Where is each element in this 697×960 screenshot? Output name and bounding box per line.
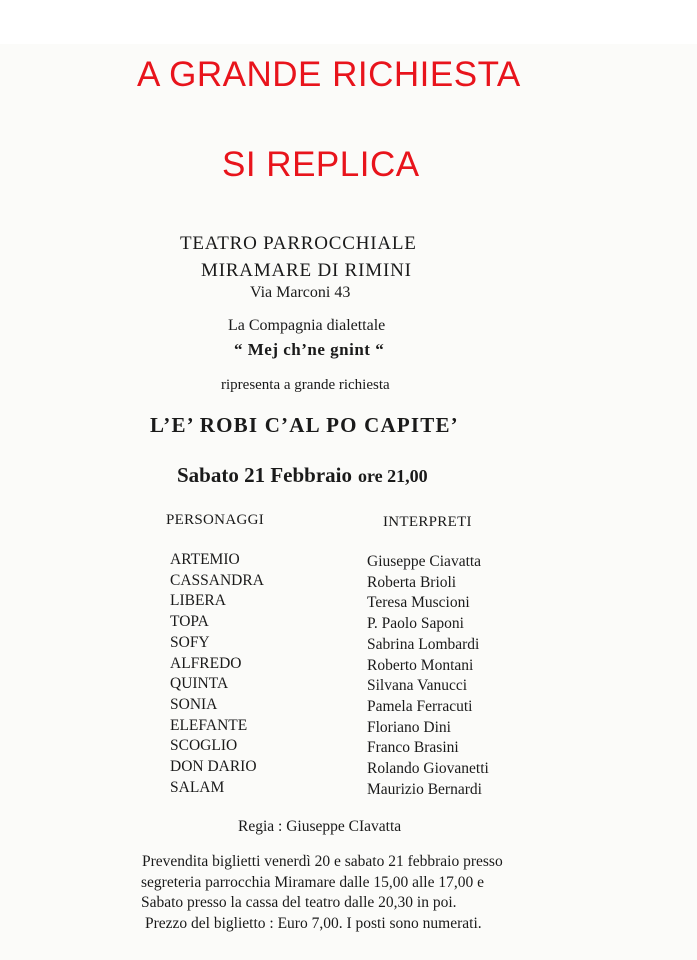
ticket-info-line: Prezzo del biglietto : Euro 7,00. I posti sono numerati.	[145, 914, 482, 932]
actor-name: Franco Brasini	[367, 739, 459, 757]
cast-row	[0, 675, 697, 695]
character-name: LIBERA	[170, 592, 226, 610]
ticket-info	[142, 852, 503, 934]
performance-date	[177, 463, 428, 488]
actors-header: INTERPRETI	[383, 514, 472, 530]
cast-row	[0, 551, 697, 571]
ticket-info-line: segreteria parrocchia Miramare dalle 15,00 alle 17,00 e	[141, 873, 484, 891]
venue-name: TEATRO PARROCCHIALE	[180, 233, 417, 254]
actor-name: Roberto Montani	[367, 656, 474, 674]
director-credit: Regia : Giuseppe CIavatta	[238, 818, 402, 835]
character-name: ALFREDO	[170, 654, 242, 672]
cast-row	[0, 592, 697, 612]
performance-day: Sabato 21 Febbraio	[177, 463, 353, 487]
ticket-info-line: Prevendita biglietti venerdì 20 e sabato 21 febbraio presso	[142, 853, 503, 870]
actor-name: Sabrina Lombardi	[367, 635, 480, 653]
actor-name: P. Paolo Saponi	[367, 615, 464, 633]
play-title: L’E’ ROBI C’AL PO CAPITE’	[150, 413, 459, 437]
top-margin	[0, 0, 697, 44]
cast-row	[0, 717, 697, 737]
company-presents: ripresenta a grande richiesta	[221, 377, 390, 393]
cast-row	[0, 634, 697, 654]
performance-time: ore 21,00	[358, 466, 428, 486]
cast-row	[0, 737, 697, 757]
character-name: SOFY	[170, 633, 210, 651]
actor-name: Giuseppe Ciavatta	[367, 553, 482, 570]
actor-name: Pamela Ferracuti	[367, 697, 473, 715]
venue-location: MIRAMARE DI RIMINI	[201, 260, 412, 281]
actor-name: Rolando Giovanetti	[367, 760, 489, 777]
character-name: CASSANDRA	[170, 571, 264, 589]
cast-row	[0, 779, 697, 799]
actor-name: Floriano Dini	[367, 718, 451, 736]
company-intro: La Compagnia dialettale	[228, 317, 386, 334]
characters-header: PERSONAGGI	[166, 512, 265, 528]
character-name: SONIA	[170, 695, 218, 713]
cast-row	[0, 572, 697, 592]
actor-name: Silvana Vanucci	[367, 677, 468, 695]
headline-line-1: A GRANDE RICHIESTA	[137, 55, 521, 94]
actor-name: Maurizio Bernardi	[367, 780, 482, 798]
company-name: “ Mej ch’ne gnint “	[234, 340, 385, 359]
headline-line-2: SI REPLICA	[222, 145, 420, 184]
actor-name: Teresa Muscioni	[367, 594, 470, 612]
ticket-info-line: Sabato presso la cassa del teatro dalle 20,30 in poi.	[141, 894, 457, 911]
cast-row	[0, 655, 697, 675]
cast-row	[0, 758, 697, 778]
venue-address: Via Marconi 43	[250, 284, 351, 301]
actor-name: Roberta Brioli	[367, 573, 457, 591]
cast-row	[0, 696, 697, 716]
character-name: ELEFANTE	[170, 716, 248, 734]
cast-row	[0, 613, 697, 633]
character-name: QUINTA	[170, 675, 229, 693]
character-name: SALAM	[170, 778, 225, 796]
character-name: TOPA	[170, 613, 209, 631]
character-name: SCOGLIO	[170, 737, 238, 755]
character-name: DON DARIO	[170, 758, 257, 775]
character-name: ARTEMIO	[170, 551, 240, 568]
